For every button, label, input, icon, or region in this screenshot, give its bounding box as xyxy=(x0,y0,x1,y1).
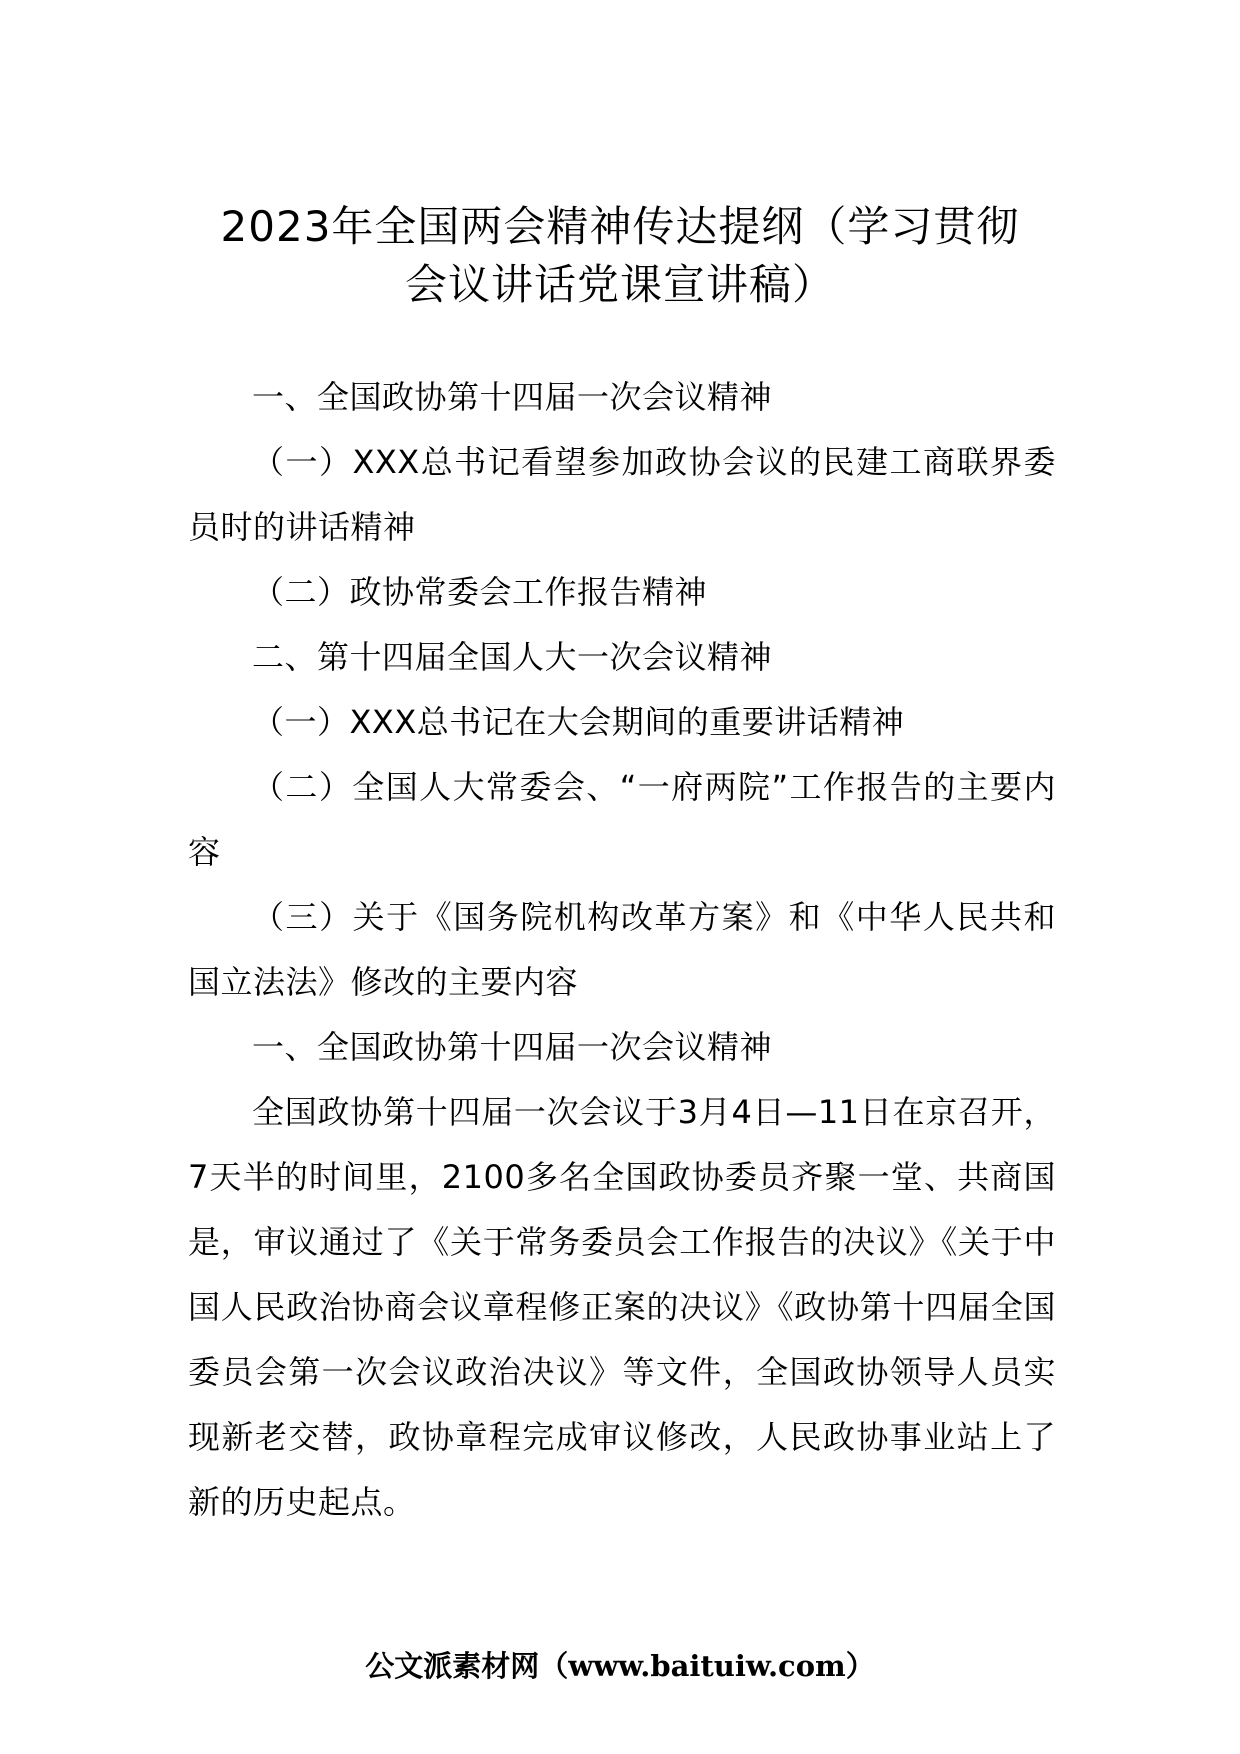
outline-item: （三）关于《国务院机构改革方案》和《中华人民共和国立法法》修改的主要内容 xyxy=(188,898,1056,1001)
outline-item: 二、第十四届全国人大一次会议精神 xyxy=(252,638,773,676)
outline-item: （二）政协常委会工作报告精神 xyxy=(252,573,708,611)
section-heading: 一、全国政协第十四届一次会议精神 xyxy=(252,1028,773,1066)
outline-item: （二）全国人大常委会、“一府两院”工作报告的主要内容 xyxy=(188,768,1056,871)
body-paragraph: 全国政协第十四届一次会议于3月4日—11日在京召开，7天半的时间里，2100多名全国政协委员齐聚一堂、共商国是，审议通过了《关于常务委员会工作报告的决议》《关于中国人民政治协商会议章程修正案的决议》《政协第十四届全国委员会第一次会议政治决议》等文件，全国政协领导人员实现新老交替，政协章程完成审议修改，人民政协事业站上了新的历史起点。 xyxy=(188,1093,1056,1521)
document-title xyxy=(150,198,1090,314)
title-line-1: 2023年全国两会精神传达提纲（学习贯彻 xyxy=(220,202,1020,251)
title-line-2: 会议讲话党课宣讲稿） xyxy=(404,260,835,309)
outline-item: （一）XXX总书记看望参加政协会议的民建工商联界委员时的讲话精神 xyxy=(188,443,1056,546)
outline-item: （一）XXX总书记在大会期间的重要讲话精神 xyxy=(252,703,905,741)
document-body xyxy=(188,365,1056,1535)
footer-source: 公文派素材网（www.baituiw.com） xyxy=(365,1649,875,1683)
outline-item: 一、全国政协第十四届一次会议精神 xyxy=(252,378,773,416)
